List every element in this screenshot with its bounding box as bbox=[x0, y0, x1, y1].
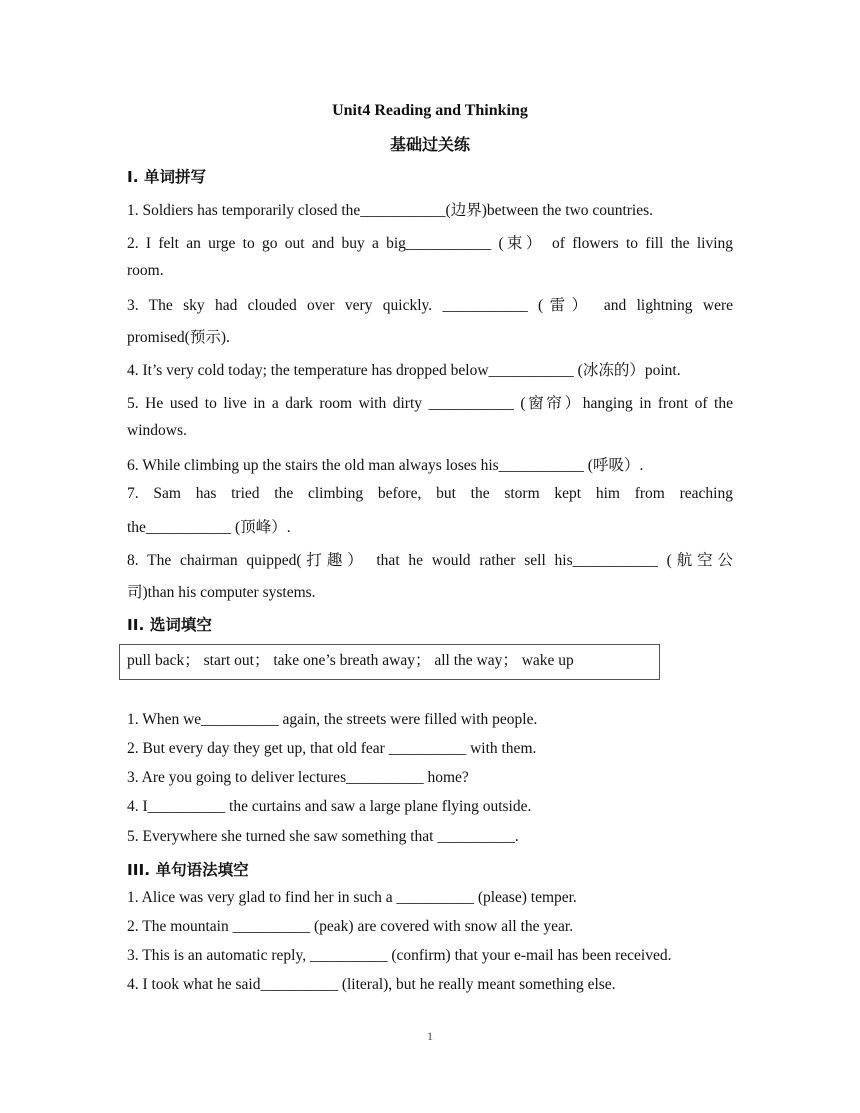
question-line: 3. Are you going to deliver lectures__________ home? bbox=[127, 769, 469, 786]
question-line: 3. This is an automatic reply, __________ (confirm) that your e-mail has been received. bbox=[127, 947, 672, 964]
question-line: the___________ (顶峰）. bbox=[127, 519, 291, 536]
question-line: 2. The mountain __________ (peak) are covered with snow all the year. bbox=[127, 918, 574, 935]
question-line: 2. I felt an urge to go out and buy a big___________ (束） of flowers to fill the living bbox=[127, 235, 733, 252]
question-line: 4. I__________ the curtains and saw a large plane flying outside. bbox=[127, 798, 532, 815]
question-line: windows. bbox=[127, 422, 187, 439]
page-title: Unit4 Reading and Thinking bbox=[332, 102, 528, 119]
question-line: 7. Sam has tried the climbing before, but the storm kept him from reaching bbox=[127, 485, 733, 502]
question-line: 4. It’s very cold today; the temperature has dropped below___________ (冰冻的）point. bbox=[127, 362, 681, 379]
section-heading-word-choice: II. 选词填空 bbox=[127, 616, 212, 634]
page-number: 1 bbox=[427, 1029, 433, 1043]
page-subtitle: 基础过关练 bbox=[389, 135, 470, 154]
question-line: 司)than his computer systems. bbox=[127, 584, 316, 601]
question-line: 6. While climbing up the stairs the old man always loses his___________ (呼吸）. bbox=[127, 457, 644, 474]
section-heading-spelling: I. 单词拼写 bbox=[127, 168, 207, 186]
question-line: 5. Everywhere she turned she saw something that __________. bbox=[127, 828, 519, 845]
question-line: 4. I took what he said__________ (literal), but he really meant something else. bbox=[127, 976, 616, 993]
question-line: 1. When we__________ again, the streets were filled with people. bbox=[127, 711, 538, 728]
question-line: 3. The sky had clouded over very quickly. ___________ (雷） and lightning were bbox=[127, 297, 733, 314]
question-line: 8. The chairman quipped(打趣） that he would rather sell his___________ (航空公 bbox=[127, 552, 733, 569]
question-line: 2. But every day they get up, that old fear __________ with them. bbox=[127, 740, 537, 757]
question-line: promised(预示). bbox=[127, 329, 230, 346]
section-heading-grammar: III. 单句语法填空 bbox=[127, 861, 249, 879]
question-line: room. bbox=[127, 262, 164, 279]
question-line: 1. Alice was very glad to find her in such a __________ (please) temper. bbox=[127, 889, 577, 906]
question-line: 1. Soldiers has temporarily closed the___________(边界)between the two countries. bbox=[127, 202, 654, 219]
word-bank-text: pull back； start out； take one’s breath away； all the way； wake up bbox=[127, 652, 574, 669]
question-line: 5. He used to live in a dark room with dirty ___________ (窗帘）hanging in front of the bbox=[127, 395, 733, 412]
word-bank-box bbox=[119, 644, 660, 680]
